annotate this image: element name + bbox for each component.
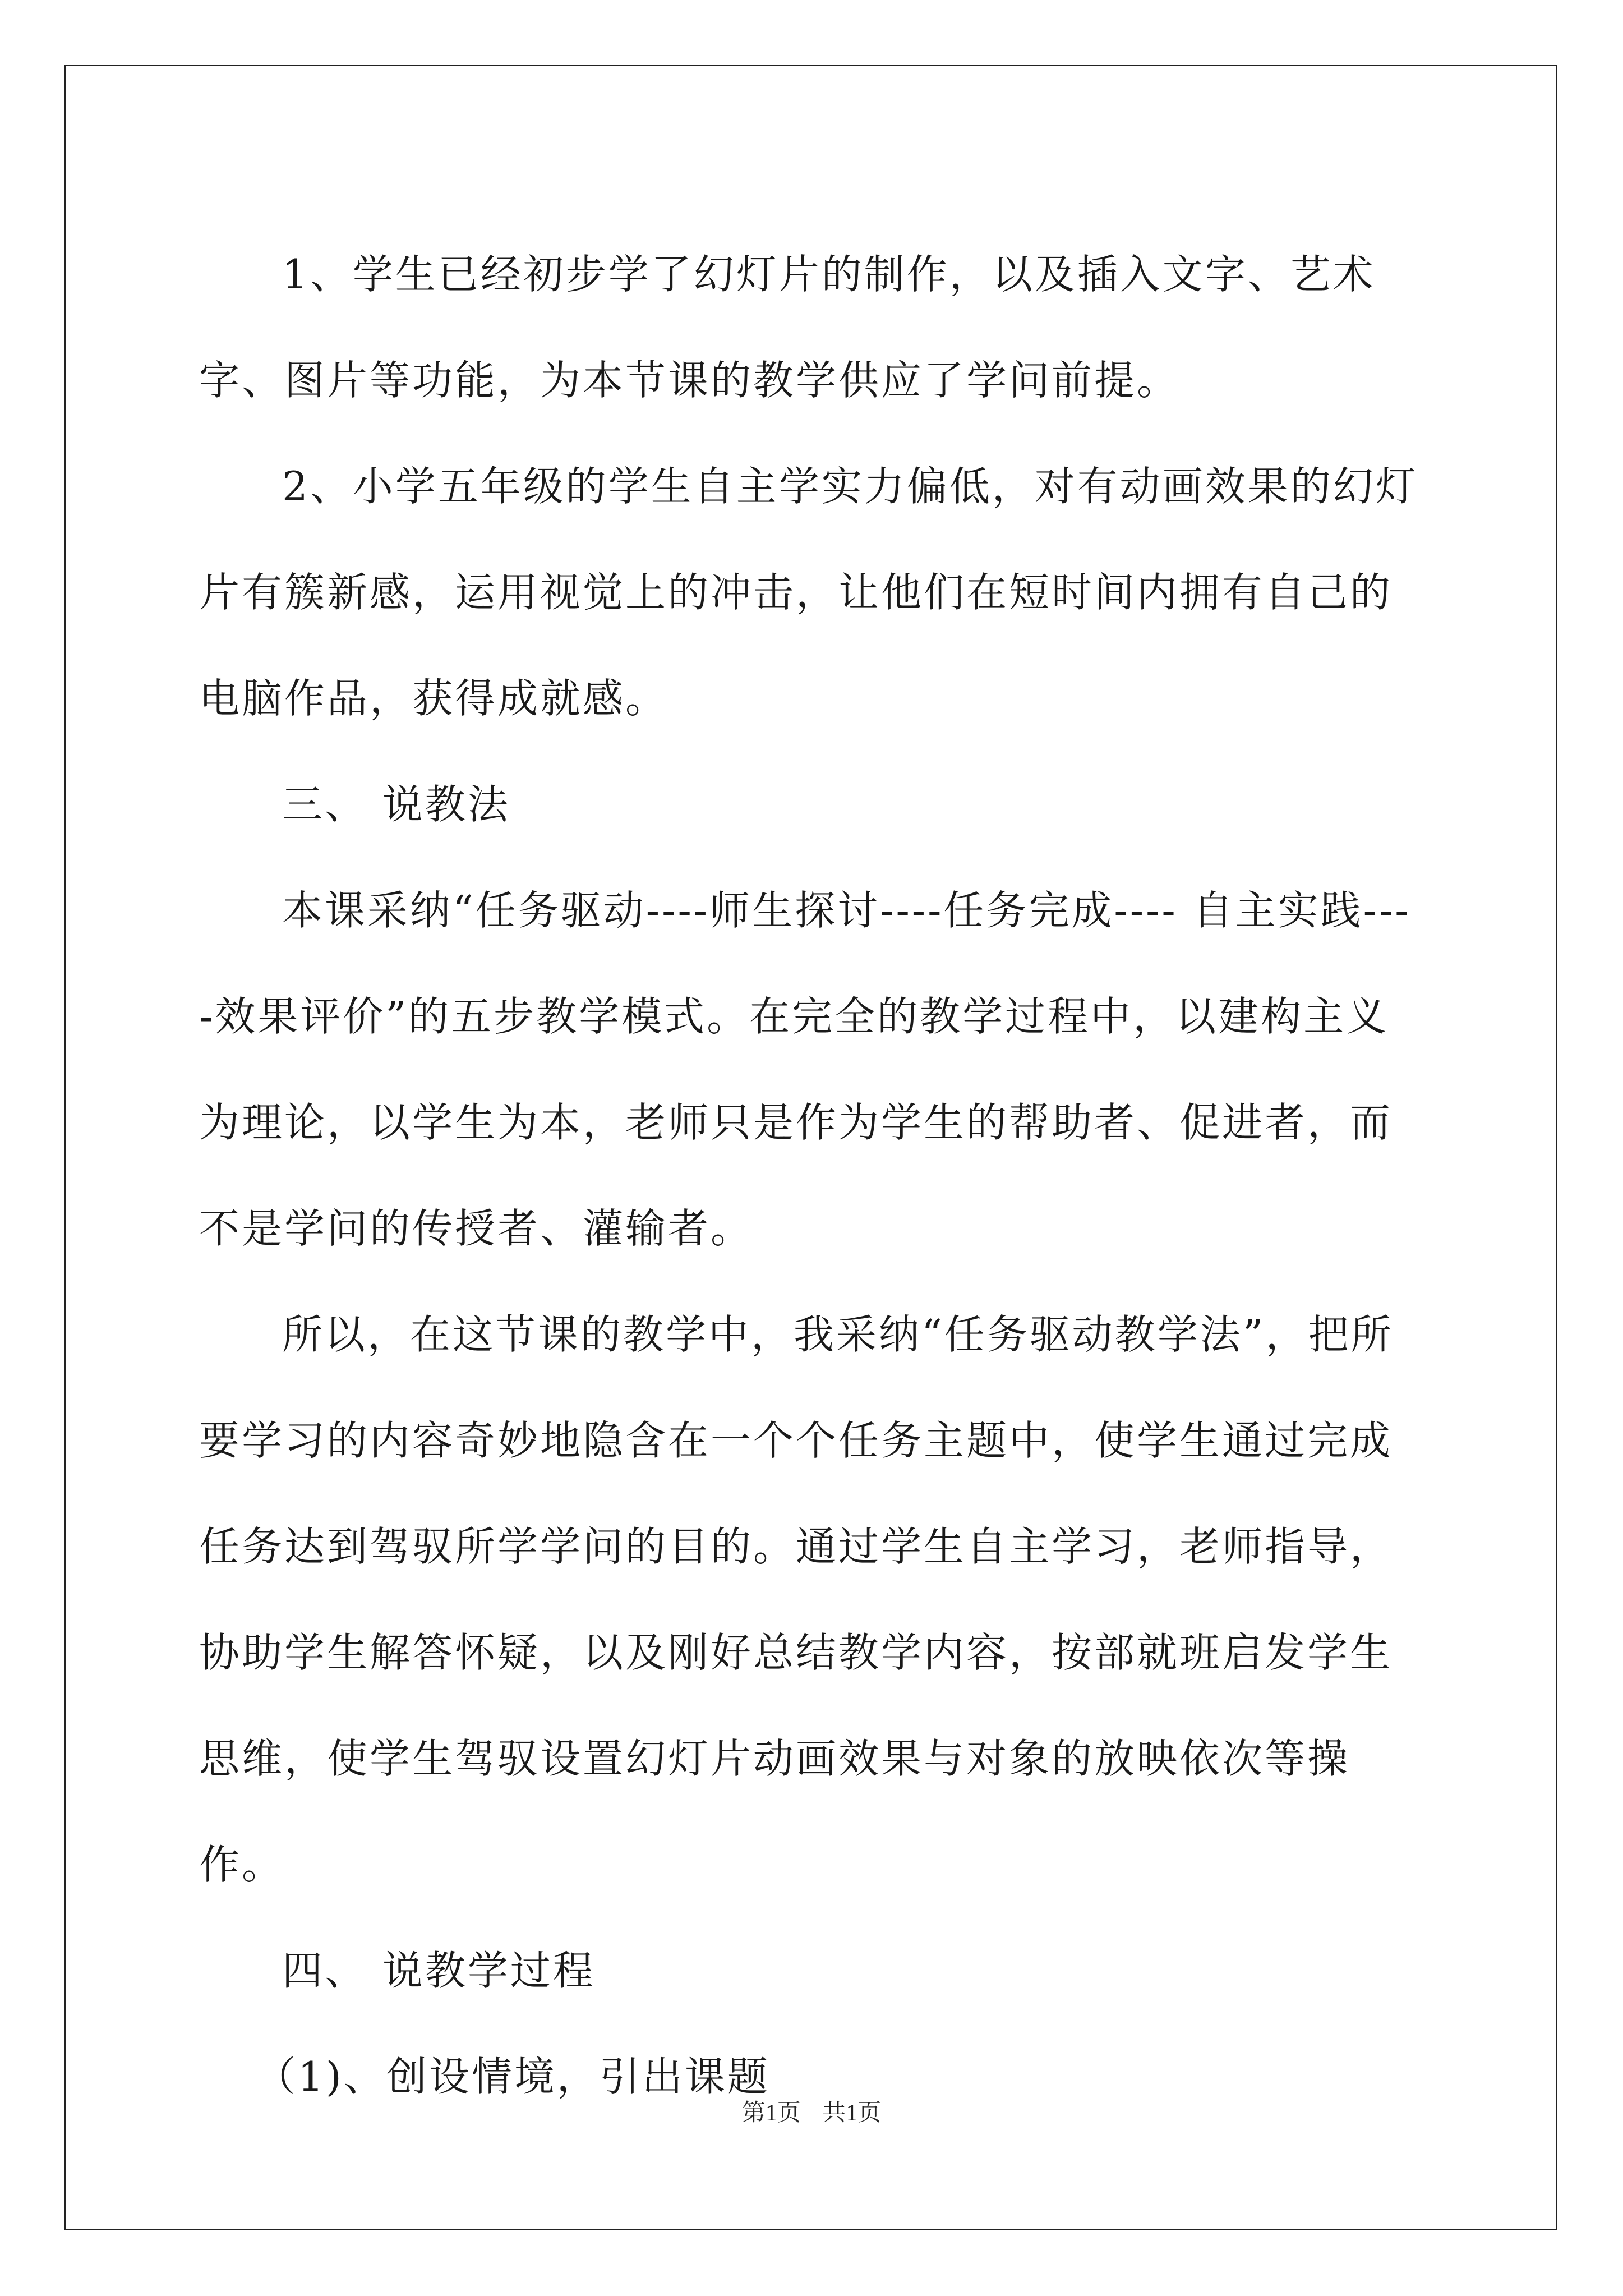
page-number-total: 共1页 (822, 2100, 882, 2126)
paragraph-student-characteristics: 2、小学五年级的学生自主学实力偏低，对有动画效果的幻灯片有簇新感，运用视觉上的冲击，让他们在短时间内拥有自己的电脑作品，获得成就感。 (199, 463, 1418, 722)
section-heading-teaching-process: 四、 说教学过程 (282, 1947, 596, 1994)
paragraph-teaching-model: 本课采纳“任务驱动----师生探讨----任务完成---- 自主实践----效果评价”的五步教学模式。在完全的教学过程中，以建构主义为理论，以学生为本，老师只是作为学生的帮助者、促进者，而不是学问的传授者、灌输者。 (199, 887, 1411, 1252)
paragraph-student-prior-knowledge: 1、学生已经初步学了幻灯片的制作，以及插入文字、艺术字、图片等功能，为本节课的教学供应了学问前提。 (199, 251, 1376, 404)
page-number-current: 第1页 (741, 2100, 801, 2126)
document-body (199, 222, 1422, 2130)
paragraph-task-driven-method: 所以，在这节课的教学中，我采纳“任务驱动教学法”，把所要学习的内容奇妙地隐含在一个个任务主题中，使学生通过完成任务达到驾驭所学学问的目的。通过学生自主学习，老师指导，协助学生解答怀疑，以及刚好总结教学内容，按部就班启发学生思维，使学生驾驭设置幻灯片动画效果与对象的放映依次等操作。 (199, 1311, 1394, 1888)
subsection-heading-create-scenario: （1)、创设情境，引出课题 (255, 2053, 770, 2100)
section-heading-teaching-method: 三、 说教法 (282, 781, 510, 828)
page-footer (0, 2099, 1623, 2127)
